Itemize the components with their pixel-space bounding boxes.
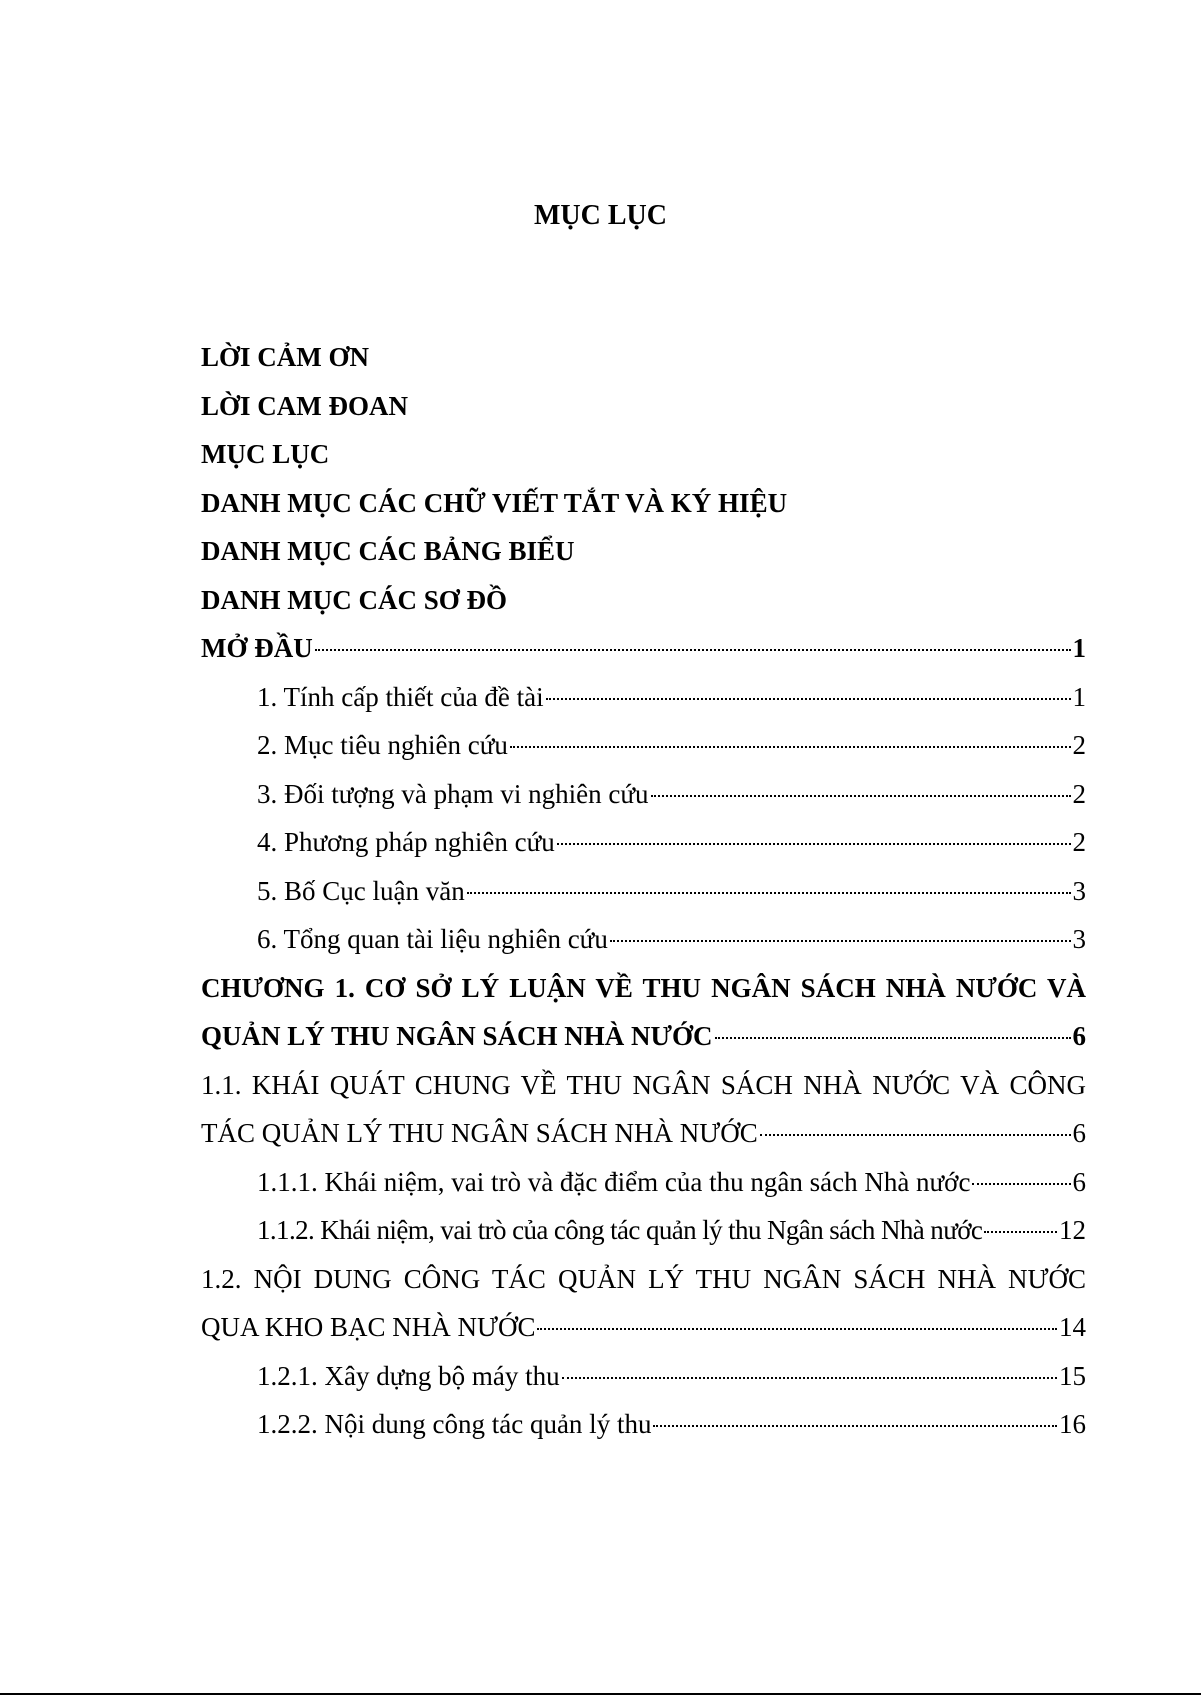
toc-entry-text: 4. Phương pháp nghiên cứu <box>257 827 555 857</box>
dot-leader <box>537 1327 1057 1330</box>
page-bottom-rule <box>0 1693 1201 1695</box>
toc-page-number: 1 <box>1072 633 1086 663</box>
toc-entry-literature-review[interactable] <box>201 915 1086 964</box>
toc-entry-objectives[interactable] <box>201 721 1086 770</box>
toc-entry-text: MỞ ĐẦU <box>201 633 313 663</box>
toc-entry-section-1-2[interactable] <box>201 1255 1086 1352</box>
toc-entry-scope[interactable] <box>201 770 1086 819</box>
toc-entry-text: 2. Mục tiêu nghiên cứu <box>257 730 508 760</box>
toc-entry-contents[interactable] <box>201 430 1086 479</box>
table-of-contents <box>201 333 1086 1449</box>
toc-entry-text: 6. Tổng quan tài liệu nghiên cứu <box>257 924 608 954</box>
toc-entry-methodology[interactable] <box>201 818 1086 867</box>
toc-entry-declaration[interactable] <box>201 382 1086 431</box>
toc-entry-text: 3. Đối tượng và phạm vi nghiên cứu <box>257 778 649 809</box>
toc-entry-text: 1.2.2. Nội dung công tác quản lý thu <box>257 1409 652 1439</box>
toc-entry-text: DANH MỤC CÁC BẢNG BIỂU <box>201 536 575 566</box>
toc-entry-text: 1.1.1. Khái niệm, vai trò và đặc điểm của thu ngân sách Nhà nước <box>257 1166 971 1197</box>
toc-entry-text-line2: QUA KHO BẠC NHÀ NƯỚC <box>201 1312 536 1342</box>
toc-entry-text: 5. Bố Cục luận văn <box>257 875 465 906</box>
toc-entry-text-line1: 1.2. NỘI DUNG CÔNG TÁC QUẢN LÝ THU NGÂN SÁCH NHÀ NƯỚC <box>201 1263 1086 1294</box>
toc-page-number: 2 <box>1072 730 1086 760</box>
toc-entry-text: 1.2.1. Xây dựng bộ máy thu <box>257 1360 560 1391</box>
toc-entry-abbreviations[interactable] <box>201 479 1086 528</box>
dot-leader <box>610 939 1071 942</box>
toc-entry-text: DANH MỤC CÁC CHỮ VIẾT TẮT VÀ KÝ HIỆU <box>201 487 788 518</box>
toc-entry-structure[interactable] <box>201 867 1086 916</box>
dot-leader <box>715 1036 1071 1039</box>
dot-leader <box>546 697 1071 700</box>
toc-page-number: 16 <box>1059 1409 1086 1439</box>
dot-leader <box>760 1133 1071 1136</box>
toc-entry-chapter-1[interactable] <box>201 964 1086 1061</box>
toc-entry-text-line1: 1.1. KHÁI QUÁT CHUNG VỀ THU NGÂN SÁCH NHÀ NƯỚC VÀ CÔNG <box>201 1069 1086 1100</box>
toc-entry-section-1-1[interactable] <box>201 1061 1086 1158</box>
toc-entry-list-of-diagrams[interactable] <box>201 576 1086 625</box>
toc-page-number: 2 <box>1072 827 1086 857</box>
toc-page-number: 15 <box>1059 1360 1086 1391</box>
toc-entry-urgency[interactable] <box>201 673 1086 722</box>
toc-entry-text: 1.1.2. Khái niệm, vai trò của công tác quản lý thu Ngân sách Nhà nước <box>257 1215 983 1245</box>
toc-entry-text: LỜI CAM ĐOAN <box>201 390 408 421</box>
toc-entry-text-line2: QUẢN LÝ THU NGÂN SÁCH NHÀ NƯỚC <box>201 1021 713 1051</box>
toc-entry-introduction[interactable] <box>201 624 1086 673</box>
toc-page-number: 14 <box>1059 1312 1086 1342</box>
toc-page-number: 6 <box>1072 1118 1086 1148</box>
toc-page-number: 6 <box>1072 1166 1086 1197</box>
toc-entry-section-1-1-1[interactable] <box>201 1158 1086 1207</box>
toc-entry-text: 1. Tính cấp thiết của đề tài <box>257 681 544 712</box>
toc-entry-text: LỜI CẢM ƠN <box>201 342 369 372</box>
toc-entry-text-line1: CHƯƠNG 1. CƠ SỞ LÝ LUẬN VỀ THU NGÂN SÁCH NHÀ NƯỚC VÀ <box>201 972 1086 1003</box>
toc-page-number: 3 <box>1072 875 1086 906</box>
toc-page-number: 6 <box>1072 1021 1086 1051</box>
dot-leader <box>315 648 1071 651</box>
toc-page-number: 1 <box>1072 681 1086 712</box>
toc-entry-text-line2: TÁC QUẢN LÝ THU NGÂN SÁCH NHÀ NƯỚC <box>201 1118 758 1148</box>
toc-page-number: 12 <box>1059 1215 1086 1245</box>
toc-entry-list-of-tables[interactable] <box>201 527 1086 576</box>
dot-leader <box>557 842 1071 845</box>
dot-leader <box>510 745 1071 748</box>
toc-entry-text: DANH MỤC CÁC SƠ ĐỒ <box>201 584 507 615</box>
toc-entry-section-1-2-1[interactable] <box>201 1352 1086 1401</box>
toc-entry-acknowledgements[interactable] <box>201 333 1086 382</box>
dot-leader <box>972 1182 1070 1185</box>
dot-leader <box>467 891 1071 894</box>
toc-entry-section-1-1-2[interactable] <box>201 1206 1086 1255</box>
dot-leader <box>984 1230 1057 1233</box>
dot-leader <box>562 1376 1057 1379</box>
toc-entry-section-1-2-2[interactable] <box>201 1400 1086 1449</box>
toc-page-number: 2 <box>1072 778 1086 809</box>
toc-page-number: 3 <box>1072 924 1086 954</box>
dot-leader <box>653 1424 1057 1427</box>
dot-leader <box>651 794 1071 797</box>
toc-entry-text: MỤC LỤC <box>201 439 330 469</box>
page-title: MỤC LỤC <box>534 200 667 231</box>
